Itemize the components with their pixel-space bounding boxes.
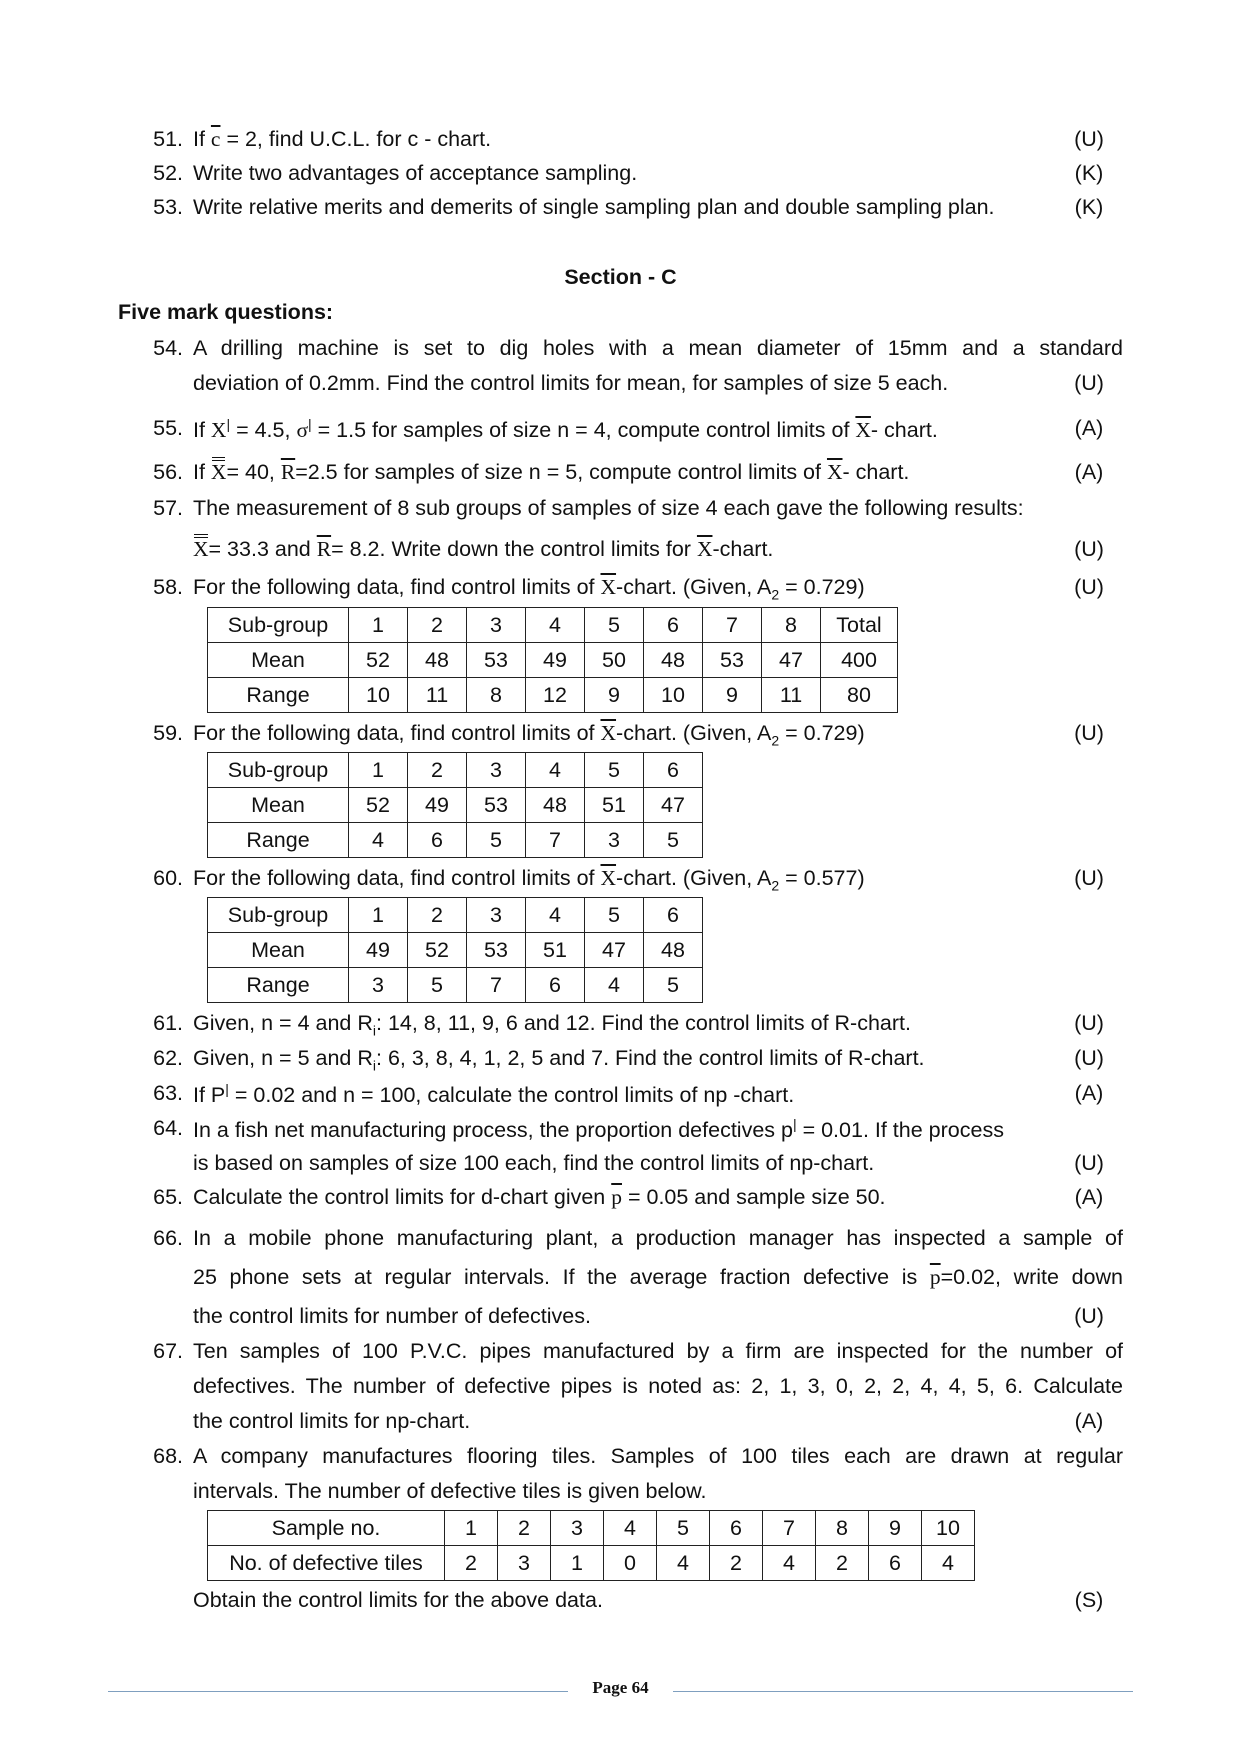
question-text-line2: is based on samples of size 100 each, find the control limits of np-chart. <box>193 1151 875 1175</box>
question-text-line2: intervals. The number of defective tiles is given below. <box>193 1479 707 1503</box>
table-cell: 4 <box>604 1511 657 1546</box>
table-cell: 6 <box>526 968 585 1003</box>
table-cell: 1 <box>445 1511 498 1546</box>
cognitive-tag: (U) <box>1074 575 1104 599</box>
table-cell: 9 <box>869 1511 922 1546</box>
table-cell: 4 <box>763 1546 816 1581</box>
table-cell: 2 <box>816 1546 869 1581</box>
question-number: 61. <box>153 1011 183 1035</box>
table-cell: 3 <box>585 823 644 858</box>
question-text-line2: 25 phone sets at regular intervals. If the average fraction defective is $\overline{p}=0.02$, write down <box>193 1265 1123 1289</box>
table-cell: 5 <box>585 898 644 933</box>
table-cell: 6 <box>869 1546 922 1581</box>
table-cell: 4 <box>526 753 585 788</box>
table-cell: 0 <box>604 1546 657 1581</box>
question-text: For the following data, find control limits of $\overline{X}$-chart. (Given, $A_2 = 0.577$) <box>193 866 865 894</box>
table-cell: 47 <box>585 933 644 968</box>
question-text-line1: In a fish net manufacturing process, the proportion defectives p| = 0.01. If the process <box>193 1116 1004 1143</box>
table-cell: 53 <box>703 643 762 678</box>
question-number: 52. <box>153 161 183 185</box>
question-text-line2: X= 33.3 and $\overline{R}= 8.2$. Write down the control limits for $\overline{X}$-chart. <box>193 537 774 561</box>
question-number: 63. <box>153 1081 183 1105</box>
table-cell: 7 <box>526 823 585 858</box>
table-row-header: Mean <box>208 933 349 968</box>
question-number: 64. <box>153 1116 183 1140</box>
table-cell: 2 <box>408 898 467 933</box>
data-table-68 <box>207 1510 975 1581</box>
table-row <box>208 678 898 713</box>
table-cell: 52 <box>408 933 467 968</box>
question-text-line1: In a mobile phone manufacturing plant, a production manager has inspected a sample of <box>193 1226 1123 1250</box>
table-row-header: Sub-group <box>208 753 349 788</box>
question-text: Given, n = 5 and $R_i$: 6, 3, 8, 4, 1, 2, 5 and 7. Find the control limits of R-chart. <box>193 1046 925 1074</box>
table-cell: 1 <box>551 1546 604 1581</box>
table-cell: 6 <box>710 1511 763 1546</box>
table-cell: 48 <box>408 643 467 678</box>
question-number: 53. <box>153 195 183 219</box>
question-text: Write two advantages of acceptance sampling. <box>193 161 638 185</box>
cognitive-tag: (U) <box>1074 537 1104 561</box>
table-row-header: Range <box>208 678 349 713</box>
table-row-header: No. of defective tiles <box>208 1546 445 1581</box>
table-cell: 49 <box>349 933 408 968</box>
table-cell: 51 <box>526 933 585 968</box>
table-cell: 6 <box>408 823 467 858</box>
table-cell: 5 <box>408 968 467 1003</box>
table-cell: 49 <box>408 788 467 823</box>
table-cell: 5 <box>644 968 703 1003</box>
question-number: 60. <box>153 866 183 890</box>
table-cell: 49 <box>526 643 585 678</box>
table-cell: 10 <box>349 678 408 713</box>
table-row-header: Sub-group <box>208 608 349 643</box>
question-text-line2: defectives. The number of defective pipes is noted as: 2, 1, 3, 0, 2, 2, 4, 4, 5, 6. Calculate <box>193 1374 1123 1398</box>
section-title: Section - C <box>564 265 677 289</box>
cognitive-tag: (U) <box>1074 1304 1104 1328</box>
cognitive-tag: (U) <box>1074 1011 1104 1035</box>
table-row-header: Range <box>208 968 349 1003</box>
cognitive-tag: (U) <box>1074 866 1104 890</box>
cognitive-tag: (A) <box>1074 1185 1104 1209</box>
table-cell: 400 <box>821 643 898 678</box>
table-cell: 52 <box>349 788 408 823</box>
table-cell: 5 <box>644 823 703 858</box>
table-cell: 11 <box>762 678 821 713</box>
table-cell: 51 <box>585 788 644 823</box>
table-row <box>208 1511 975 1546</box>
table-cell: Total <box>821 608 898 643</box>
table-cell: 5 <box>585 753 644 788</box>
table-cell: 4 <box>526 608 585 643</box>
question-number: 56. <box>153 460 183 484</box>
question-text: Write relative merits and demerits of single sampling plan and double sampling plan. <box>193 195 995 219</box>
question-text-line1: The measurement of 8 sub groups of samples of size 4 each gave the following results: <box>193 496 1024 520</box>
question-number: 62. <box>153 1046 183 1070</box>
table-cell: 4 <box>585 968 644 1003</box>
question-number: 67. <box>153 1339 183 1363</box>
question-text-line3: Obtain the control limits for the above data. <box>193 1588 603 1612</box>
table-cell: 1 <box>349 608 408 643</box>
question-text-line3: the control limits for np-chart. <box>193 1409 471 1433</box>
table-cell: 2 <box>408 753 467 788</box>
question-number: 65. <box>153 1185 183 1209</box>
table-cell: 47 <box>644 788 703 823</box>
table-row-header: Mean <box>208 788 349 823</box>
question-number: 54. <box>153 336 183 360</box>
table-row-header: Range <box>208 823 349 858</box>
table-cell: 3 <box>467 608 526 643</box>
cognitive-tag: (U) <box>1074 1046 1104 1070</box>
question-number: 66. <box>153 1226 183 1250</box>
table-cell: 50 <box>585 643 644 678</box>
question-text-line1: A drilling machine is set to dig holes with a mean diameter of 15mm and a standard <box>193 336 1123 360</box>
table-cell: 1 <box>349 898 408 933</box>
cognitive-tag: (S) <box>1074 1588 1104 1612</box>
table-cell: 5 <box>467 823 526 858</box>
question-text-line1: A company manufactures flooring tiles. Samples of 100 tiles each are drawn at regular <box>193 1444 1123 1468</box>
data-table-60 <box>207 897 703 1003</box>
subheading: Five mark questions: <box>118 300 334 324</box>
table-cell: 3 <box>349 968 408 1003</box>
cognitive-tag: (U) <box>1074 1151 1104 1175</box>
data-table-59 <box>207 752 703 858</box>
cognitive-tag: (A) <box>1074 1409 1104 1433</box>
cognitive-tag: (U) <box>1074 721 1104 745</box>
table-cell: 4 <box>922 1546 975 1581</box>
table-cell: 8 <box>467 678 526 713</box>
table-cell: 4 <box>657 1546 710 1581</box>
question-number: 68. <box>153 1444 183 1468</box>
question-text: Calculate the control limits for d-chart given $\overline{p} = 0.05$ and sample size 50. <box>193 1185 886 1209</box>
table-cell: 3 <box>467 898 526 933</box>
cognitive-tag: (U) <box>1074 127 1104 151</box>
question-number: 55. <box>153 416 183 440</box>
question-text: If $\overline{c} = 2$, find U.C.L. for c - chart. <box>193 127 492 151</box>
cognitive-tag: (K) <box>1074 161 1104 185</box>
question-number: 58. <box>153 575 183 599</box>
table-cell: 53 <box>467 643 526 678</box>
table-row <box>208 788 703 823</box>
table-cell: 12 <box>526 678 585 713</box>
question-text-line1: Ten samples of 100 P.V.C. pipes manufactured by a firm are inspected for the number of <box>193 1339 1123 1363</box>
table-row <box>208 608 898 643</box>
table-cell: 47 <box>762 643 821 678</box>
cognitive-tag: (A) <box>1074 460 1104 484</box>
page-number: Page 64 <box>592 1678 649 1697</box>
question-text: Given, n = 4 and $R_i$: 14, 8, 11, 9, 6 and 12. Find the control limits of R-chart. <box>193 1011 911 1039</box>
table-cell: 5 <box>657 1511 710 1546</box>
table-row <box>208 1546 975 1581</box>
table-cell: 2 <box>498 1511 551 1546</box>
table-cell: 11 <box>408 678 467 713</box>
question-text-line2: deviation of 0.2mm. Find the control limits for mean, for samples of size 5 each. <box>193 371 949 395</box>
table-cell: 9 <box>703 678 762 713</box>
table-cell: 6 <box>644 608 703 643</box>
table-row <box>208 898 703 933</box>
table-cell: 6 <box>644 898 703 933</box>
table-cell: 52 <box>349 643 408 678</box>
question-number: 59. <box>153 721 183 745</box>
table-cell: 80 <box>821 678 898 713</box>
data-table-58 <box>207 607 898 713</box>
table-cell: 2 <box>445 1546 498 1581</box>
cognitive-tag: (K) <box>1074 195 1104 219</box>
table-row <box>208 968 703 1003</box>
table-cell: 4 <box>349 823 408 858</box>
table-cell: 10 <box>922 1511 975 1546</box>
table-cell: 48 <box>526 788 585 823</box>
table-cell: 7 <box>467 968 526 1003</box>
table-cell: 3 <box>467 753 526 788</box>
table-cell: 4 <box>526 898 585 933</box>
table-row <box>208 823 703 858</box>
question-text: For the following data, find control limits of $\overline{X}$-chart. (Given, $A_2 = 0.729$) <box>193 721 865 749</box>
question-number: 57. <box>153 496 183 520</box>
table-cell: 3 <box>498 1546 551 1581</box>
table-cell: 48 <box>644 643 703 678</box>
table-cell: 10 <box>644 678 703 713</box>
table-cell: 53 <box>467 933 526 968</box>
question-text: If X= 40, $\overline{R}=2.5$ for samples of size n = 5, compute control limits of $\overline{X}-$ chart. <box>193 460 910 484</box>
cognitive-tag: (A) <box>1074 416 1104 440</box>
table-row-header: Sub-group <box>208 898 349 933</box>
table-cell: 8 <box>762 608 821 643</box>
table-cell: 7 <box>763 1511 816 1546</box>
table-cell: 48 <box>644 933 703 968</box>
cognitive-tag: (U) <box>1074 371 1104 395</box>
table-cell: 3 <box>551 1511 604 1546</box>
table-cell: 53 <box>467 788 526 823</box>
table-row-header: Sample no. <box>208 1511 445 1546</box>
question-text: For the following data, find control limits of $\overline{X}$-chart. (Given, $A_2 = 0.729$) <box>193 575 865 603</box>
table-cell: 7 <box>703 608 762 643</box>
table-cell: 9 <box>585 678 644 713</box>
question-text: If X| = 4.5, σ| = 1.5 for samples of size n = 4, compute control limits of $\overline{X}-$ chart. <box>193 416 938 443</box>
table-cell: 8 <box>816 1511 869 1546</box>
table-cell: 2 <box>710 1546 763 1581</box>
cognitive-tag: (A) <box>1074 1081 1104 1105</box>
question-text: If P| = 0.02 and n = 100, calculate the control limits of np -chart. <box>193 1081 795 1108</box>
table-cell: 1 <box>349 753 408 788</box>
table-cell: 5 <box>585 608 644 643</box>
table-cell: 6 <box>644 753 703 788</box>
table-row <box>208 933 703 968</box>
table-row <box>208 643 898 678</box>
table-cell: 2 <box>408 608 467 643</box>
table-row <box>208 753 703 788</box>
question-number: 51. <box>153 127 183 151</box>
table-row-header: Mean <box>208 643 349 678</box>
question-text-line3: the control limits for number of defectives. <box>193 1304 591 1328</box>
